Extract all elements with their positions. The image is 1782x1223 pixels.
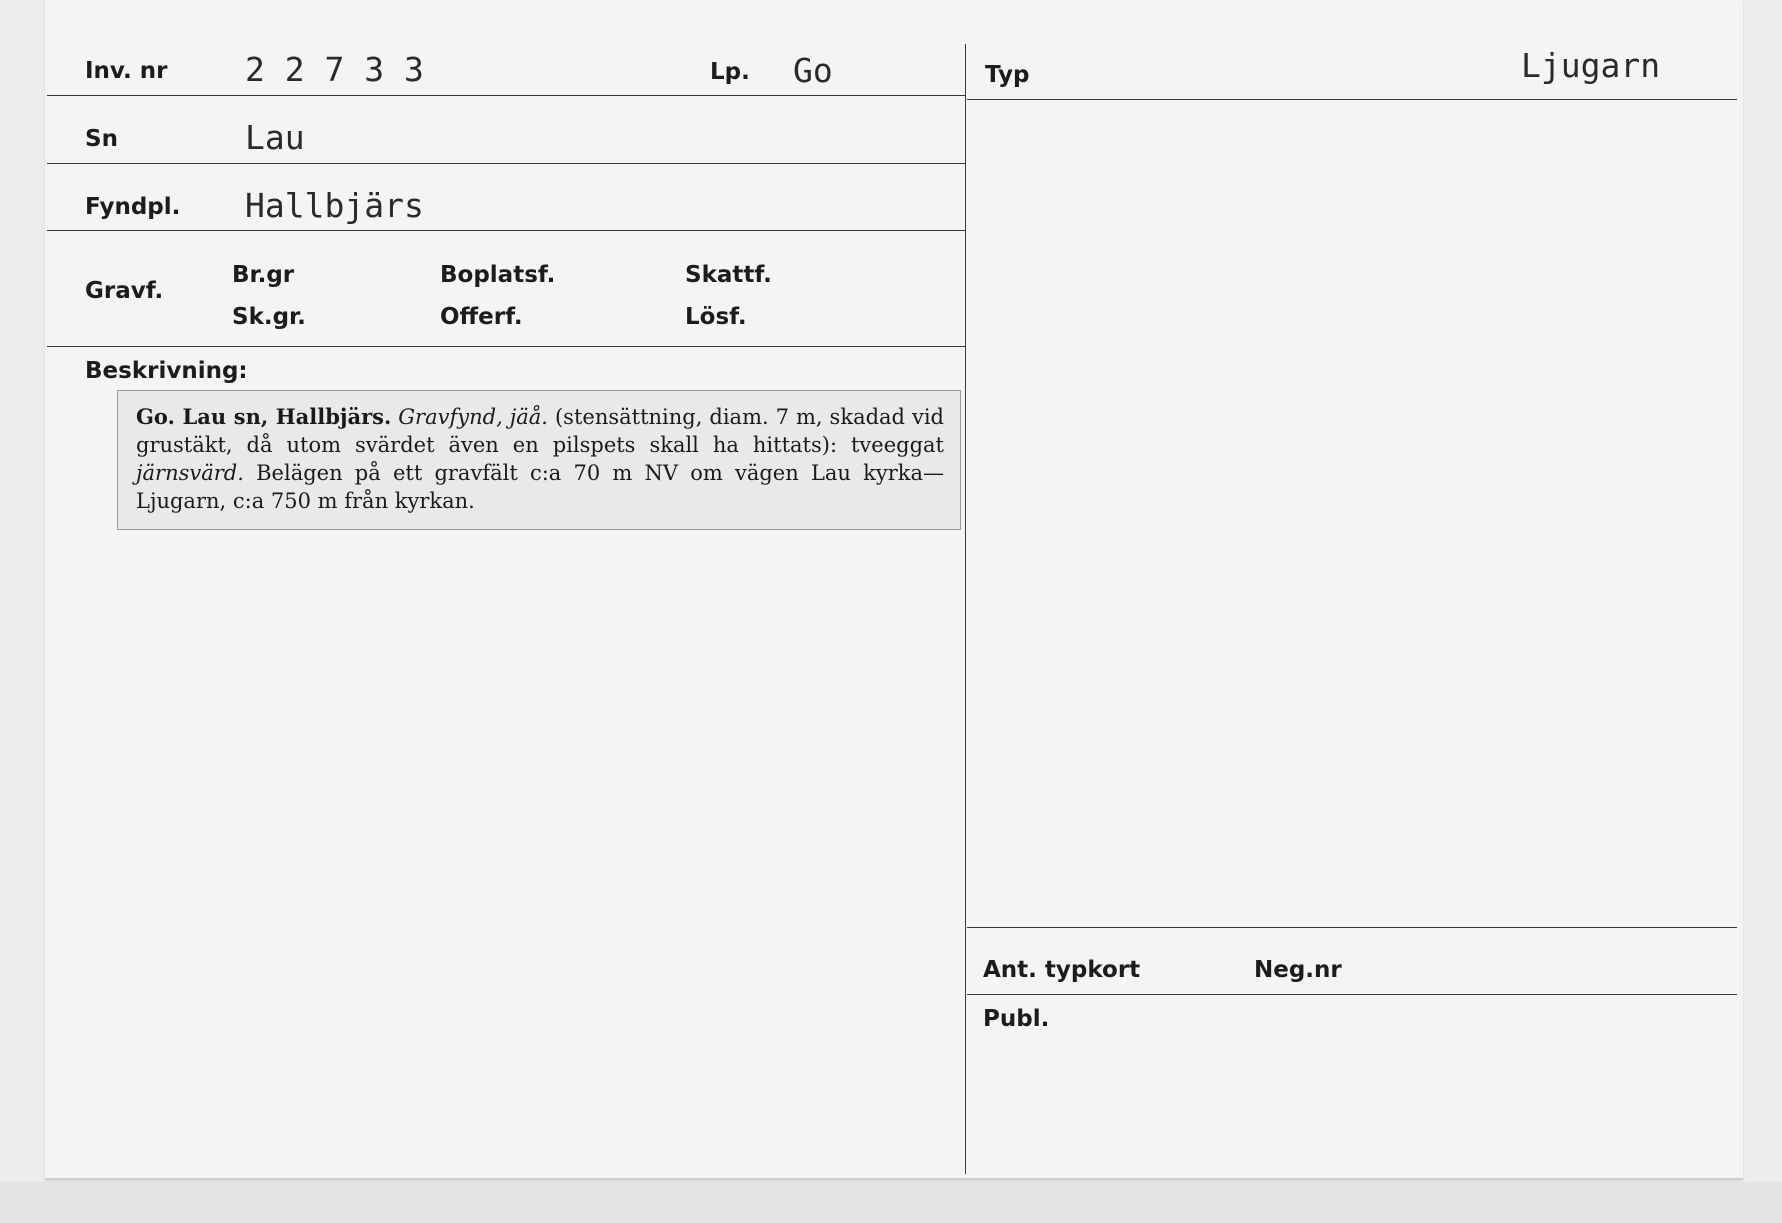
- inv-nr-label: Inv. nr: [85, 58, 168, 84]
- lp-label: Lp.: [710, 59, 750, 85]
- description-italic-1: Gravfynd, jäå.: [398, 405, 548, 429]
- typ-label: Typ: [985, 62, 1030, 88]
- publ-label: Publ.: [983, 1006, 1050, 1032]
- fyndpl-label: Fyndpl.: [85, 194, 181, 220]
- gravf-label: Gravf.: [85, 278, 164, 304]
- typ-value: Ljugarn: [1521, 46, 1661, 85]
- lp-value: Go: [793, 51, 833, 90]
- sn-value: Lau: [245, 118, 305, 157]
- rule-inv: [47, 95, 965, 96]
- description-text-1: (stensättning, diam. 7 m, skadad vid grustäkt, då utom svärdet även en pilspets skall ha hittats): tveeggat: [136, 405, 944, 457]
- skattf-label: Skattf.: [685, 262, 772, 288]
- rule-publ-top: [967, 994, 1737, 995]
- offerf-label: Offerf.: [440, 304, 523, 330]
- beskrivning-label: Beskrivning:: [85, 358, 248, 384]
- rule-typ: [967, 99, 1737, 100]
- center-divider: [965, 44, 966, 1174]
- inv-nr-value: 2 2 7 3 3: [245, 50, 424, 89]
- neg-nr-label: Neg.nr: [1254, 957, 1342, 983]
- sn-label: Sn: [85, 126, 118, 152]
- rule-ant-typkort-top: [967, 927, 1737, 928]
- fyndpl-value: Hallbjärs: [245, 186, 424, 225]
- description-slip: [117, 390, 961, 530]
- brgr-label: Br.gr: [232, 262, 295, 288]
- description-text-2: Belägen på ett gravfält c:a 70 m NV om vägen Lau kyrka—Ljugarn, c:a 750 m från kyrkan.: [136, 461, 944, 513]
- catalog-card: [45, 0, 1743, 1180]
- description-text: [136, 403, 944, 515]
- ant-typkort-label: Ant. typkort: [983, 957, 1141, 983]
- rule-gravf: [47, 346, 965, 347]
- losf-label: Lösf.: [685, 304, 747, 330]
- boplatsf-label: Boplatsf.: [440, 262, 556, 288]
- rule-fyndpl: [47, 230, 965, 231]
- scan-background-strip: [0, 1182, 1782, 1223]
- rule-sn: [47, 163, 965, 164]
- description-italic-2: järnsvärd.: [136, 461, 244, 485]
- description-bold: Go. Lau sn, Hallbjärs.: [136, 404, 392, 429]
- skgr-label: Sk.gr.: [232, 304, 306, 330]
